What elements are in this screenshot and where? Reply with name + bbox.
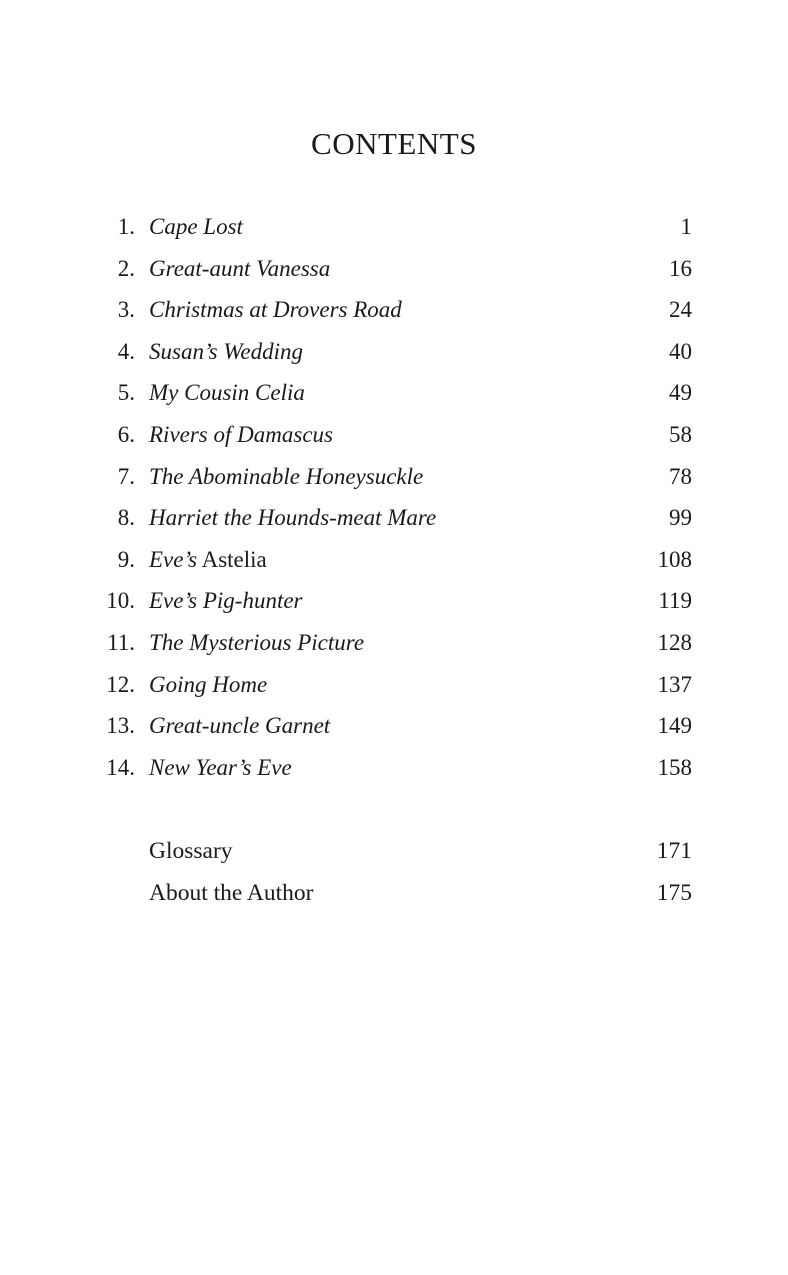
list-item [0, 580, 788, 622]
list-item [0, 705, 788, 747]
chapter-title: Eve’s Pig-hunter [149, 588, 303, 614]
chapter-title-roman: Astelia [197, 546, 267, 572]
chapter-title: Great-aunt Vanessa [149, 255, 331, 281]
page-number: 119 [658, 588, 692, 614]
page-number: 40 [669, 338, 692, 364]
chapter-number: 4. [117, 338, 135, 364]
page-number: 58 [669, 421, 692, 447]
chapter-title: Rivers of Damascus [149, 421, 333, 447]
page-number: 158 [657, 754, 692, 780]
chapter-title [149, 539, 267, 581]
chapter-title: Great-uncle Garnet [149, 713, 331, 739]
back-matter-title: Glossary [149, 838, 233, 864]
chapter-title: Going Home [149, 671, 268, 697]
chapter-title: The Mysterious Picture [149, 629, 365, 655]
page-number: 49 [669, 380, 692, 406]
chapter-title: Harriet the Hounds-meat Mare [149, 505, 437, 531]
chapter-number: 13. [106, 713, 135, 739]
page-title: CONTENTS [311, 126, 477, 161]
page-number: 149 [657, 713, 692, 739]
page-number: 78 [669, 463, 692, 489]
chapter-number: 5. [117, 380, 135, 406]
chapter-number: 6. [117, 421, 135, 447]
page-number: 108 [657, 546, 692, 572]
chapter-title-italic: Eve’s [149, 546, 198, 572]
page-number: 128 [657, 629, 692, 655]
list-item [0, 622, 788, 664]
back-matter-list [0, 831, 788, 914]
chapter-number: 7. [117, 463, 135, 489]
chapter-number: 1. [117, 214, 135, 239]
chapter-number: 3. [117, 297, 135, 323]
chapter-number: 10. [106, 588, 135, 614]
page-number: 1 [680, 214, 692, 239]
chapter-list [0, 206, 788, 788]
chapter-title: The Abominable Honeysuckle [149, 463, 424, 489]
chapter-title: My Cousin Celia [149, 380, 305, 406]
list-item [0, 331, 788, 373]
list-item [0, 414, 788, 456]
page-number: 171 [656, 838, 692, 864]
list-item [0, 747, 788, 789]
chapter-title: Cape Lost [149, 214, 243, 239]
page-number: 175 [656, 879, 692, 906]
chapter-number: 11. [107, 629, 135, 655]
chapter-title: Susan’s Wedding [149, 338, 303, 364]
chapter-number: 14. [106, 754, 135, 780]
chapter-number: 12. [106, 671, 135, 697]
chapter-title: New Year’s Eve [149, 754, 292, 780]
list-item [0, 664, 788, 706]
list-item [0, 248, 788, 290]
chapter-title: Christmas at Drovers Road [149, 297, 402, 323]
list-item [0, 497, 788, 539]
back-matter-title: About the Author [149, 879, 314, 906]
list-item [0, 456, 788, 498]
list-item [0, 289, 788, 331]
chapter-number: 8. [117, 505, 135, 531]
list-item [0, 831, 788, 873]
page-number: 99 [669, 505, 692, 531]
list-item [0, 539, 788, 581]
page-number: 24 [669, 297, 692, 323]
page-number: 16 [669, 255, 692, 281]
page-number: 137 [657, 671, 692, 697]
list-item [0, 873, 788, 915]
chapter-number: 9. [117, 546, 135, 572]
list-item [0, 206, 788, 248]
list-item [0, 372, 788, 414]
chapter-number: 2. [117, 255, 135, 281]
